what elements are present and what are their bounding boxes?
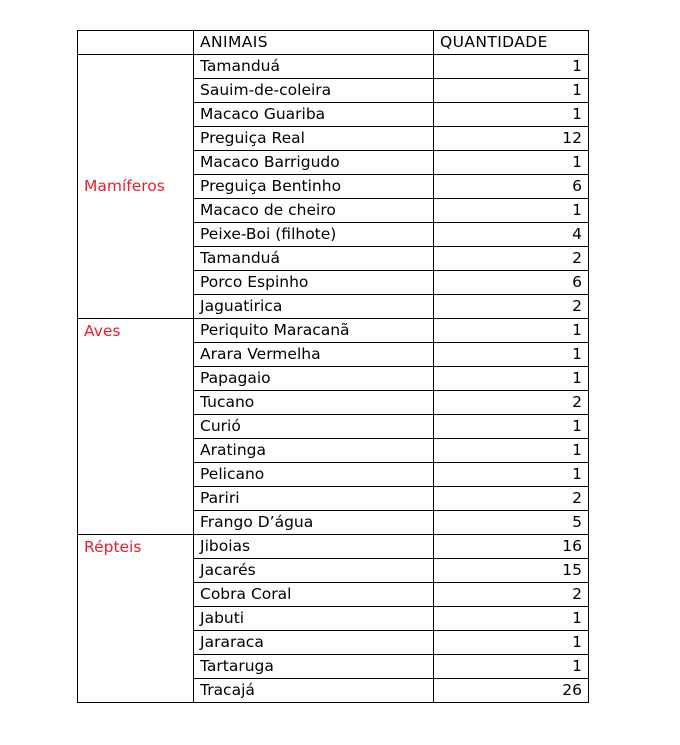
- animal-quantity-cell: 1: [434, 151, 589, 175]
- table-row: [78, 319, 589, 343]
- animal-name-cell: Papagaio: [194, 367, 434, 391]
- animal-quantity-cell: 1: [434, 79, 589, 103]
- animal-name-cell: Arara Vermelha: [194, 343, 434, 367]
- column-header-animals: ANIMAIS: [194, 31, 434, 55]
- animal-quantity-cell: 6: [434, 175, 589, 199]
- animal-name-cell: Cobra Coral: [194, 583, 434, 607]
- animal-name-cell: Periquito Maracanã: [194, 319, 434, 343]
- animal-name-cell: Pelicano: [194, 463, 434, 487]
- animal-quantity-cell: 1: [434, 415, 589, 439]
- table-row: [78, 55, 589, 79]
- animal-name-cell: Macaco de cheiro: [194, 199, 434, 223]
- animal-name-cell: Preguiça Bentinho: [194, 175, 434, 199]
- animal-name-cell: Jabuti: [194, 607, 434, 631]
- animal-quantity-cell: 1: [434, 103, 589, 127]
- animal-quantity-cell: 26: [434, 679, 589, 703]
- group-label-cell: Aves: [78, 319, 194, 535]
- animal-quantity-cell: 12: [434, 127, 589, 151]
- table-header-row: [78, 31, 589, 55]
- animal-name-cell: Macaco Barrigudo: [194, 151, 434, 175]
- animal-quantity-cell: 1: [434, 199, 589, 223]
- animal-quantity-cell: 16: [434, 535, 589, 559]
- animal-name-cell: Preguiça Real: [194, 127, 434, 151]
- animal-quantity-cell: 1: [434, 655, 589, 679]
- group-label-cell: Répteis: [78, 535, 194, 703]
- animal-name-cell: Jararaca: [194, 631, 434, 655]
- animal-quantity-cell: 6: [434, 271, 589, 295]
- animal-name-cell: Aratinga: [194, 439, 434, 463]
- animal-quantity-cell: 1: [434, 439, 589, 463]
- animal-quantity-cell: 2: [434, 247, 589, 271]
- animal-name-cell: Frango D’água: [194, 511, 434, 535]
- animal-name-cell: Macaco Guariba: [194, 103, 434, 127]
- animal-quantity-cell: 2: [434, 583, 589, 607]
- animal-name-cell: Tucano: [194, 391, 434, 415]
- group-label-cell: Mamíferos: [78, 55, 194, 319]
- animal-quantity-cell: 2: [434, 391, 589, 415]
- table-row: [78, 535, 589, 559]
- animal-name-cell: Tamanduá: [194, 55, 434, 79]
- animal-quantity-cell: 15: [434, 559, 589, 583]
- animal-quantity-cell: 2: [434, 487, 589, 511]
- animal-quantity-cell: 1: [434, 367, 589, 391]
- animal-name-cell: Sauim-de-coleira: [194, 79, 434, 103]
- animal-name-cell: Pariri: [194, 487, 434, 511]
- animal-name-cell: Peixe-Boi (filhote): [194, 223, 434, 247]
- animal-quantity-cell: 1: [434, 631, 589, 655]
- animal-name-cell: Porco Espinho: [194, 271, 434, 295]
- animal-name-cell: Jacarés: [194, 559, 434, 583]
- animal-quantity-cell: 1: [434, 319, 589, 343]
- animal-quantity-cell: 1: [434, 55, 589, 79]
- animal-name-cell: Jiboias: [194, 535, 434, 559]
- animal-quantity-cell: 5: [434, 511, 589, 535]
- animal-quantity-cell: 4: [434, 223, 589, 247]
- animal-name-cell: Tamanduá: [194, 247, 434, 271]
- animal-name-cell: Jaguatirica: [194, 295, 434, 319]
- animal-quantity-cell: 2: [434, 295, 589, 319]
- animal-name-cell: Curió: [194, 415, 434, 439]
- header-corner-blank: [78, 31, 194, 55]
- animal-name-cell: Tracajá: [194, 679, 434, 703]
- animal-quantity-cell: 1: [434, 607, 589, 631]
- column-header-quantity: QUANTIDADE: [434, 31, 589, 55]
- animals-quantity-table: [77, 30, 589, 703]
- animal-name-cell: Tartaruga: [194, 655, 434, 679]
- animal-quantity-cell: 1: [434, 343, 589, 367]
- animal-quantity-cell: 1: [434, 463, 589, 487]
